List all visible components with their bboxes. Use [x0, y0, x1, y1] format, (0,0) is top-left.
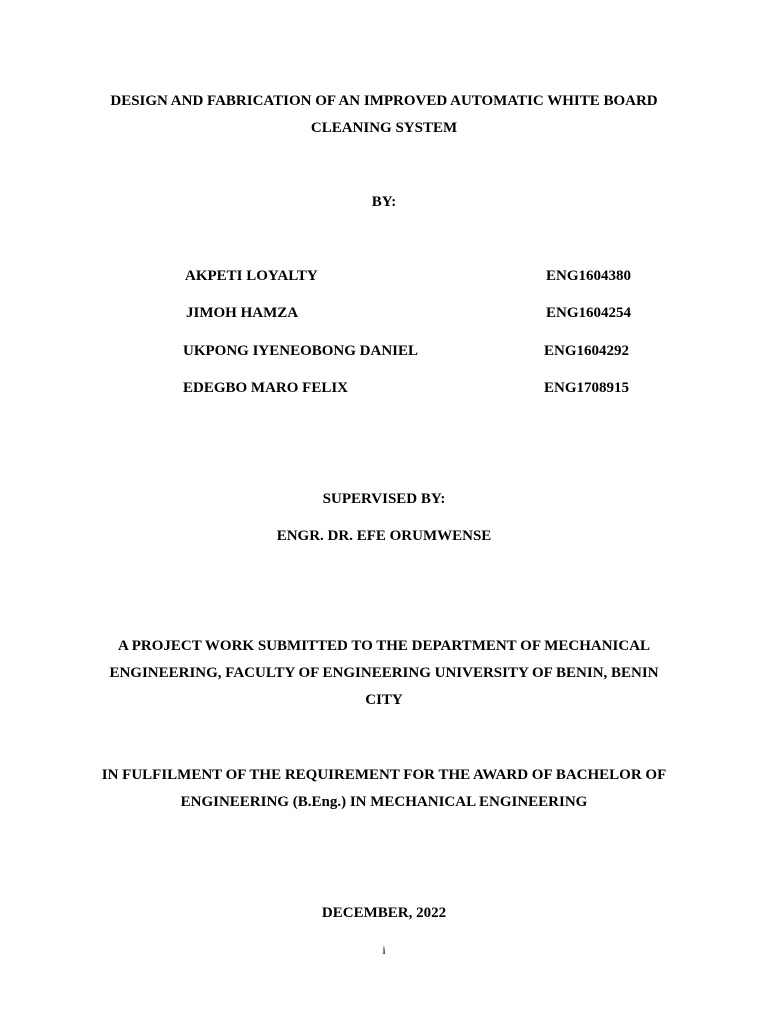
project-title-line-1: DESIGN AND FABRICATION OF AN IMPROVED AUTOMATIC WHITE BOARD [110, 93, 658, 109]
author-matric-number: ENG1604254 [546, 305, 632, 321]
author-name: JIMOH HAMZA [186, 305, 299, 321]
submission-date: DECEMBER, 2022 [321, 905, 447, 921]
author-row [0, 338, 768, 365]
submission-line-2: ENGINEERING, FACULTY OF ENGINEERING UNIVERSITY OF BENIN, BENIN [109, 665, 659, 681]
author-name: UKPONG IYENEOBONG DANIEL [183, 343, 419, 359]
fulfilment-line-1: IN FULFILMENT OF THE REQUIREMENT FOR THE AWARD OF BACHELOR OF [101, 767, 667, 783]
author-matric-number: ENG1604292 [544, 343, 630, 359]
project-title-line-2: CLEANING SYSTEM [310, 120, 458, 136]
author-name: AKPETI LOYALTY [185, 268, 318, 284]
submission-line-1: A PROJECT WORK SUBMITTED TO THE DEPARTMENT OF MECHANICAL [117, 638, 651, 654]
author-matric-number: ENG1708915 [544, 380, 630, 396]
project-title [60, 88, 708, 142]
fulfilment-line-2: ENGINEERING (B.Eng.) IN MECHANICAL ENGINEERING [180, 794, 588, 810]
fulfilment-statement [60, 762, 708, 816]
submission-line-3: CITY [365, 692, 403, 708]
supervisor-name: ENGR. DR. EFE ORUMWENSE [276, 528, 492, 544]
author-row [0, 375, 768, 402]
author-row [0, 300, 768, 327]
author-matric-number: ENG1604380 [546, 268, 632, 284]
by-label: BY: [371, 194, 397, 210]
submission-statement [60, 633, 708, 714]
author-row [0, 263, 768, 290]
supervised-by-label: SUPERVISED BY: [322, 491, 446, 507]
author-name: EDEGBO MARO FELIX [183, 380, 349, 396]
page-number: i [382, 943, 386, 957]
